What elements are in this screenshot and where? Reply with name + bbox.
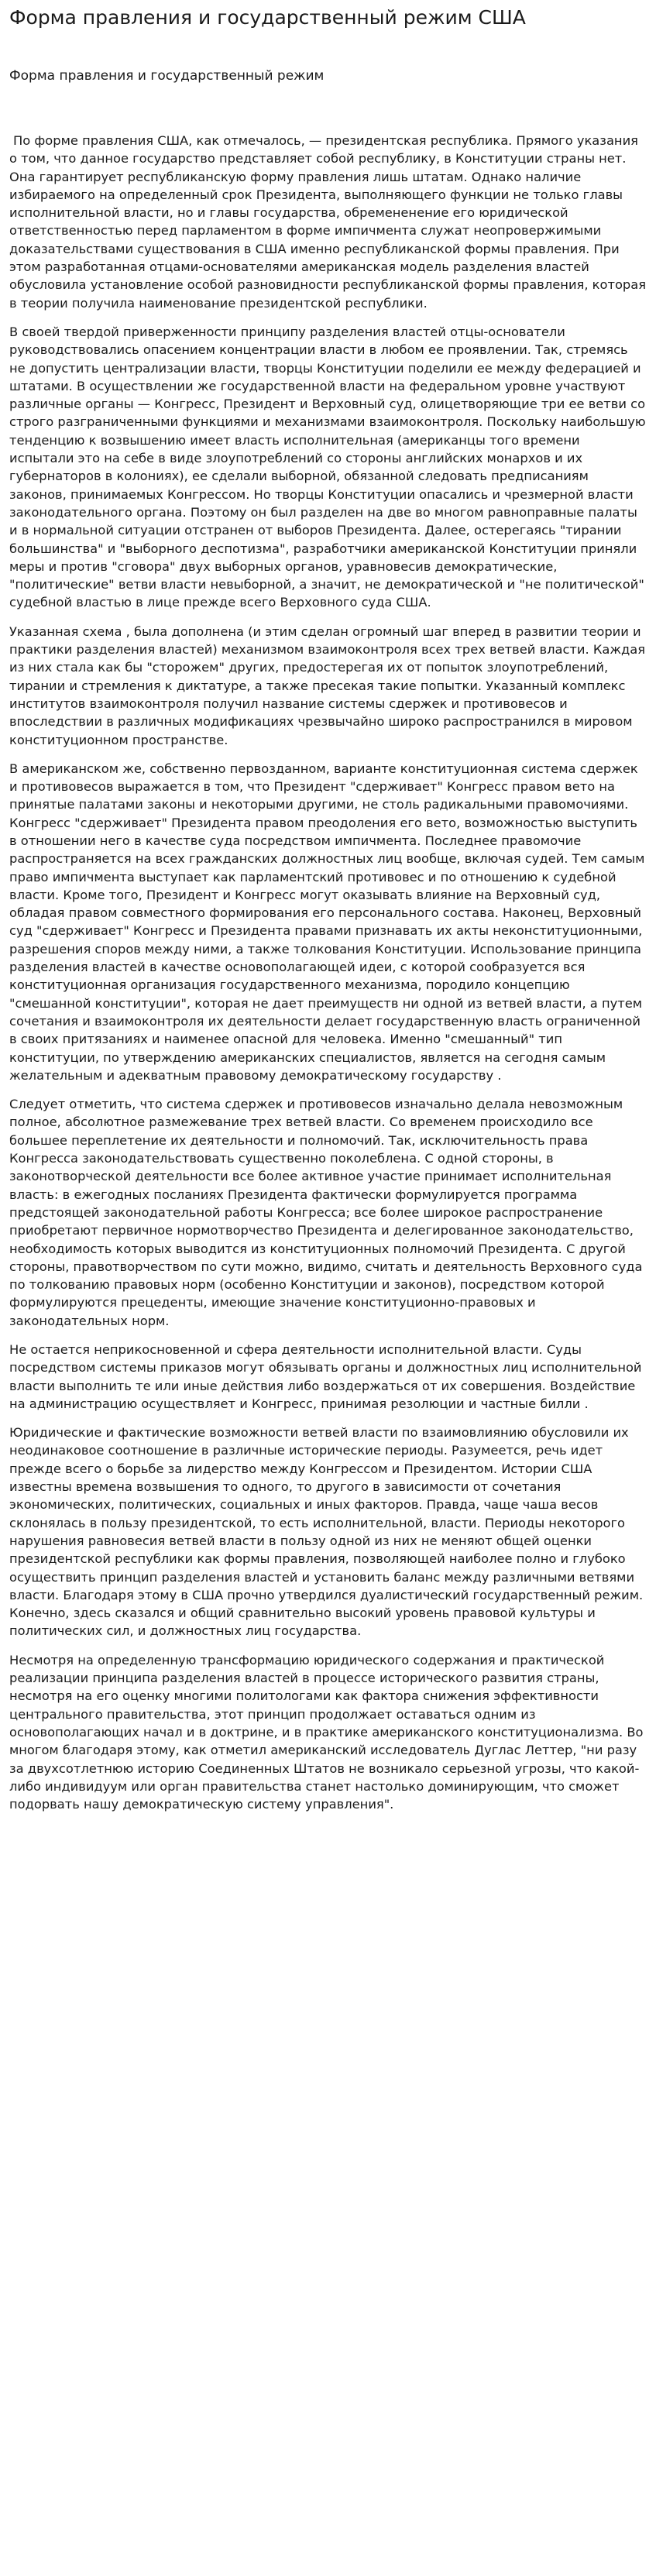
document-title: Форма правления и государственный режим США bbox=[9, 6, 526, 29]
paragraph: Не остается неприкосновенной и сфера деятельности исполнительной власти. Суды посредством системы приказов могут обязывать органы и должностных лиц исполнительной власти выполнить те или иные действия либо воздержаться от их совершения. Воздействие на администрацию осуществляет и Конгресс, принимая резолюции и частные билли . bbox=[9, 1342, 642, 1411]
paragraph: Юридические и фактические возможности ветвей власти по взаимовлиянию обусловили их неодинаковое соотношение в различные исторические периоды. Разумеется, речь идет прежде всего о борьбе за лидерство между Конгрессом и Президентом. Истории США известны времена возвышения то одного, то другого в зависимости от сочетания экономических, политических, социальных и иных факторов. Правда, чаще чаша весов склонялась в пользу президентской, то есть исполнительной, власти. Периоды некоторого нарушения равновесия ветвей власти в пользу одной из них не меняют общей оценки президентской республики как формы правления, позволяющей наиболее полно и глубоко осуществить принцип разделения властей и установить баланс между различными ветвями власти. Благодаря этому в США прочно утвердился дуалистический государственный режим. Конечно, здесь сказался и общий сравнительно высокий уровень правовой культуры и политических сил, и должностных лиц государства. bbox=[9, 1425, 644, 1639]
paragraph: Следует отметить, что система сдержек и противовесов изначально делала невозможным полное, абсолютное размежевание трех ветвей власти. Со временем происходило все большее переплетение их деятельности и полномочий. Так, исключительность права Конгресса законодательствовать существенно поколеблена. С одной стороны, в законотворческой деятельности все более активное участие принимает исполнительная власть: в ежегодных посланиях Президента фактически формулируется программа предстоящей законодательной работы Конгресса; все более широкое распространение приобретают первичное нормотворчество Президента и делегированное законодательство, необходимость которых выводится из конституционных полномочий Президента. С другой стороны, правотворчеством по сути можно, видимо, считать и деятельность Верховного суда по толкованию правовых норм (особенно Конституции и законов), посредством которой формулируются прецеденты, имеющие значение конституционно-правовых и законодательных норм. bbox=[9, 1097, 643, 1328]
document-body bbox=[9, 132, 647, 1813]
paragraph: Указанная схема , была дополнена (и этим сделан огромный шаг вперед в развитии теории и практики разделения властей) механизмом взаимоконтроля всех трех ветвей власти. Каждая из них стала как бы "сторожем" других, предостерегая их от попыток злоупотреблений, тирании и стремления к диктатуре, а также пресекая такие попытки. Указанный комплекс институтов взаимоконтроля получил название системы сдержек и противовесов и впоследствии в различных модификациях чрезвычайно широко распространился в мировом конституционном пространстве. bbox=[9, 623, 646, 747]
document-subtitle: Форма правления и государственный режим bbox=[9, 68, 325, 84]
paragraph: Несмотря на определенную трансформацию юридического содержания и практической реализации принципа разделения властей в процессе исторического развития страны, несмотря на его оценку многими политологами как фактора снижения эффективности центрального правительства, этот принцип продолжает оставаться одним из основополагающих начал и в доктрине, и в практике американского конституционализма. Во многом благодаря этому, как отметил американский исследователь Дуглас Леттер, "ни разу за двухсотлетнюю историю Соединенных Штатов не возникало серьезной угрозы, что какой-либо индивидуум или орган правительства станет настолько доминирующим, что сможет подорвать нашу демократическую систему управления". bbox=[9, 1652, 644, 1812]
paragraph: В своей твердой приверженности принципу разделения властей отцы-основатели руководствовались опасением концентрации власти в любом ее проявлении. Так, стремясь не допустить централизации власти, творцы Конституции поделили ее между федерацией и штатами. В осуществлении же государственной власти на федеральном уровне участвуют различные органы — Конгресс, Президент и Верховный суд, олицетворяющие три ее ветви со строго разграниченными функциями и механизмами взаимоконтроля. Поскольку наибольшую тенденцию к возвышению имеет власть исполнительная (американцы того времени испытали это на себе в виде злоупотреблений со стороны английских монархов и их губернаторов в колониях), ее сделали выборной, обязанной следовать предписаниям законов, принимаемых Конгрессом. Но творцы Конституции опасались и чрезмерной власти законодательного органа. Поэтому он был разделен на две во многом равноправные палаты и в нормальной ситуации отстранен от выборов Президента. Далее, остерегаясь "тирании большинства" и "выборного деспотизма", разработчики американской Конституции приняли меры и против "сговора" двух выборных органов, уравновесив демократические, "политические" ветви власти невыборной, а значит, не демократической и "не политической" судебной властью в лице прежде всего Верховного суда США. bbox=[9, 324, 646, 610]
paragraph: По форме правления США, как отмечалось, — президентская республика. Прямого указания о том, что данное государство представляет собой республику, в Конституции страны нет. Она гарантирует республиканскую форму правления лишь штатам. Однако наличие избираемого на определенный срок Президента, выполняющего функции не только главы исполнительной власти, но и главы государства, обремененение его юридической ответственностью перед парламентом в форме импичмента служат неопровержимыми доказательствами существования в США именно республиканской формы правления. При этом разработанная отцами-основателями американская модель разделения властей обусловила установление особой разновидности республиканской формы правления, которая в теории получила наименование президентской республики. bbox=[9, 133, 647, 311]
paragraph: В американском же, собственно первозданном, варианте конституционная система сдержек и противовесов выражается в том, что Президент "сдерживает" Конгресс правом вето на принятые палатами законы и некоторыми другими, не столь радикальными правомочиями. Конгресс "сдерживает" Президента правом преодоления его вето, возможностью выступить в отношении него в качестве суда посредством импичмента. Последнее правомочие распространяется на всех гражданских должностных лиц вообще, включая судей. Тем самым право импичмента выступает как парламентский противовес и по отношению к судебной власти. Кроме того, Президент и Конгресс могут оказывать влияние на Верховный суд, обладая правом совместного формирования его персонального состава. Наконец, Верховный суд "сдерживает" Конгресс и Президента правами признавать их акты неконституционными, разрешения споров между ними, а также толкования Конституции. Использование принципа разделения властей в качестве основополагающей идеи, с которой сообразуется вся конституционная организация государственного механизма, породило концепцию "смешанной конституции", которая не дает преимуществ ни одной из ветвей власти, а путем сочетания и взаимоконтроля их деятельности делает государственную власть ограниченной в своих притязаниях и наименее опасной для человека. Именно "смешанный" тип конституции, по утверждению американских специалистов, является на сегодня самым желательным и адекватным правовому демократическому государству . bbox=[9, 761, 645, 1083]
